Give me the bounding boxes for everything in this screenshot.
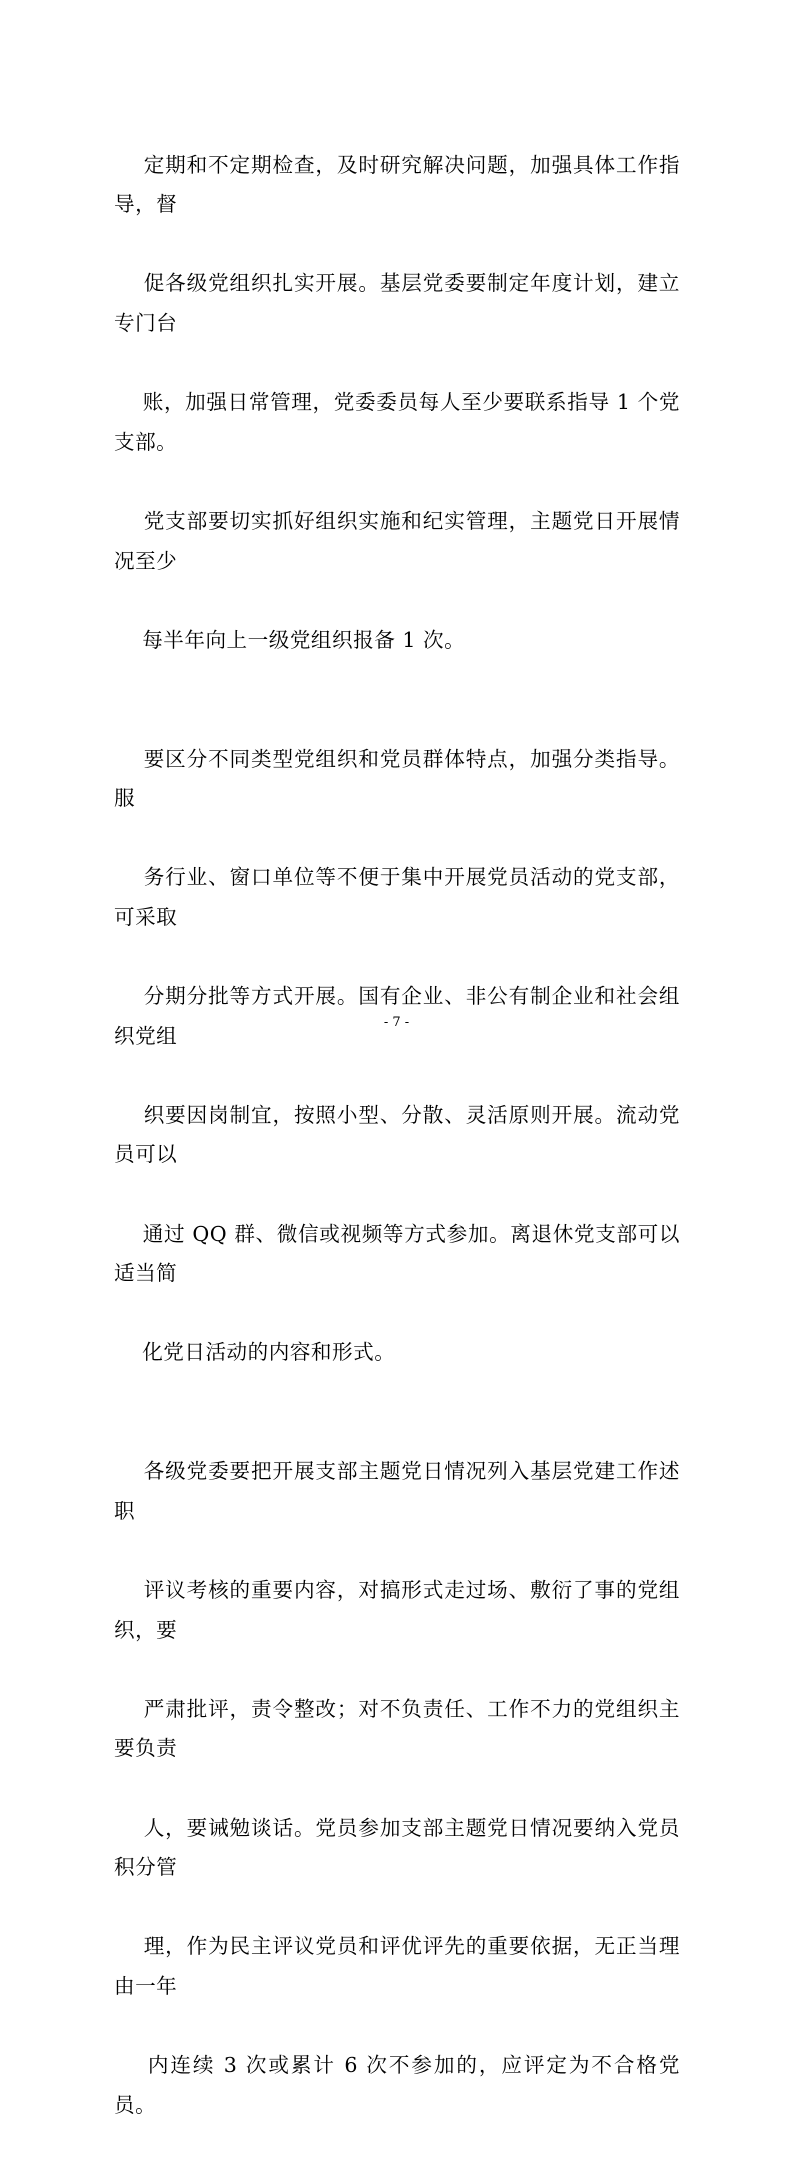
line: 织要因岗制宜，按照小型、分散、灵活原则开展。流动党员可以 <box>114 1102 681 1167</box>
page-number: - 7 - <box>383 1015 410 1030</box>
line: 内连续 3 次或累计 6 次不参加的，应评定为不合格党员。 <box>114 2053 681 2117</box>
line: 严肃批评，责令整改；对不负责任、工作不力的党组织主要负责 <box>114 1696 681 1761</box>
line: 要区分不同类型党组织和党员群体特点，加强分类指导。服 <box>114 746 681 811</box>
document-body <box>114 106 680 2165</box>
line: 务行业、窗口单位等不便于集中开展党员活动的党支部，可采取 <box>114 865 681 929</box>
line: 促各级党组织扎实开展。基层党委要制定年度计划，建立专门台 <box>114 271 681 335</box>
line: 人，要诫勉谈话。党员参加支部主题党日情况要纳入党员积分管 <box>114 1815 681 1880</box>
paragraph-3 <box>114 1413 680 2165</box>
line: 每半年向上一级党组织报备 1 次。 <box>142 627 466 652</box>
line: 化党日活动的内容和形式。 <box>142 1340 396 1365</box>
line: 各级党委要把开展支部主题党日情况列入基层党建工作述职 <box>114 1459 681 1523</box>
line: 评议考核的重要内容，对搞形式走过场、敷衍了事的党组织，要 <box>114 1577 681 1642</box>
paragraph-1 <box>114 106 680 700</box>
line: 党支部要切实抓好组织实施和纪实管理，主题党日开展情况至少 <box>114 508 681 573</box>
paragraph-2 <box>114 700 680 1413</box>
line: 通过 QQ 群、微信或视频等方式参加。离退休党支部可以适当简 <box>114 1221 681 1286</box>
line: 分期分批等方式开展。国有企业、非公有制企业和社会组织党组 <box>114 984 681 1048</box>
line: 理，作为民主评议党员和评优评先的重要依据，无正当理由一年 <box>114 1934 681 1998</box>
line: 账，加强日常管理，党委委员每人至少要联系指导 1 个党支部。 <box>114 390 680 454</box>
line: 定期和不定期检查，及时研究解决问题，加强具体工作指导，督 <box>114 152 681 217</box>
